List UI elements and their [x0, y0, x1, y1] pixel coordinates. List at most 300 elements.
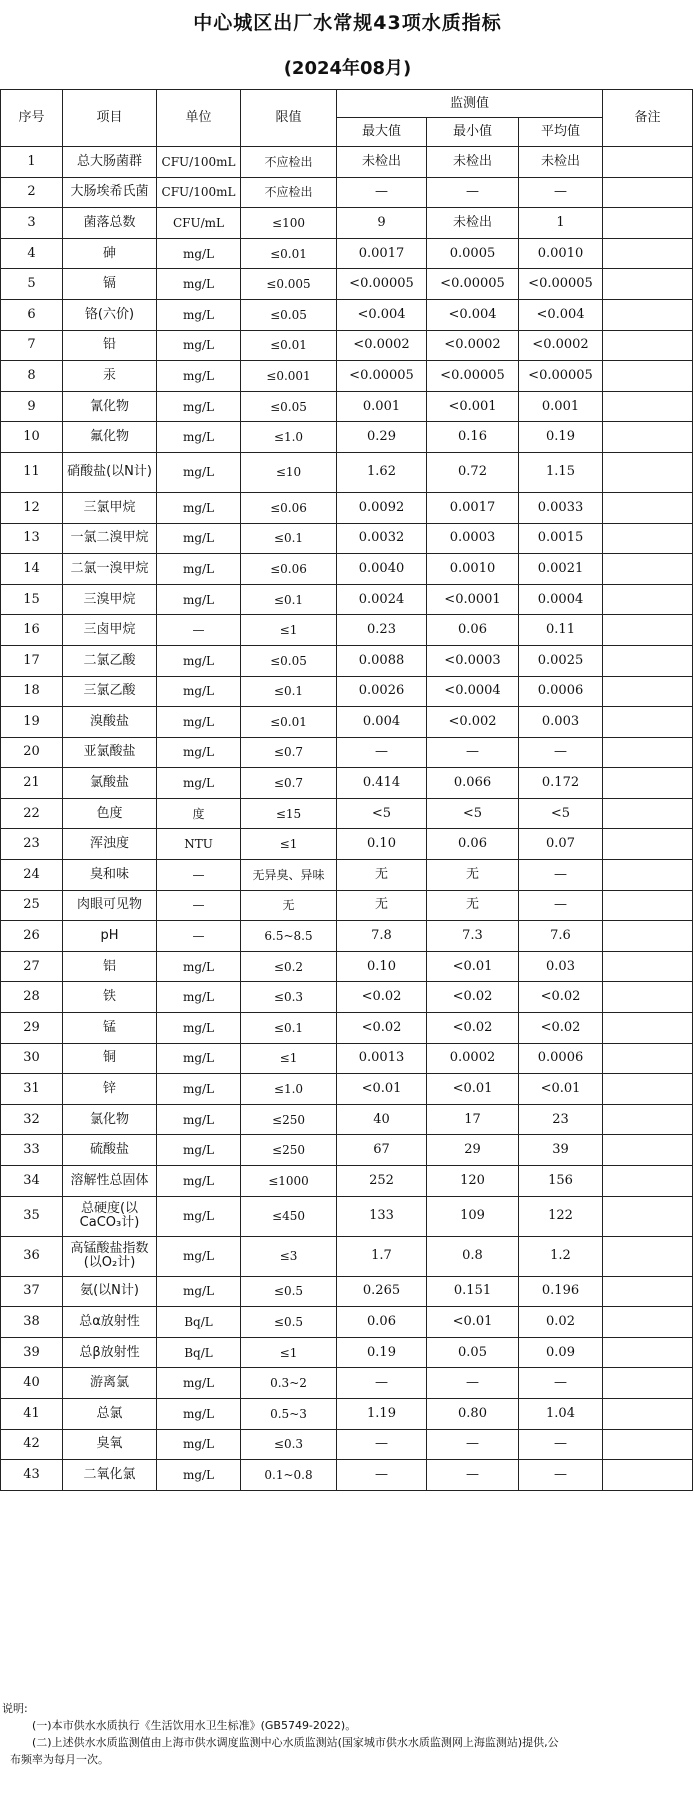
row-max: <0.02	[337, 1013, 427, 1044]
table-row	[1, 523, 693, 554]
row-unit: CFU/100mL	[157, 147, 241, 178]
row-unit: mg/L	[157, 238, 241, 269]
row-item: 二氧化氯	[63, 1460, 157, 1491]
row-item: 溴酸盐	[63, 707, 157, 738]
row-index: 5	[1, 269, 63, 300]
row-unit: mg/L	[157, 645, 241, 676]
row-index: 14	[1, 554, 63, 585]
row-index: 12	[1, 492, 63, 523]
row-remark	[603, 1276, 693, 1307]
row-limit: ≤1000	[241, 1166, 337, 1197]
row-limit: ≤0.06	[241, 492, 337, 523]
table-row	[1, 1196, 693, 1236]
row-unit: mg/L	[157, 1368, 241, 1399]
row-min: <0.00005	[427, 269, 519, 300]
row-index: 31	[1, 1074, 63, 1105]
row-remark	[603, 1013, 693, 1044]
row-unit: Bq/L	[157, 1337, 241, 1368]
header-min: 最小值	[427, 118, 519, 147]
row-max: 0.19	[337, 1337, 427, 1368]
row-index: 27	[1, 951, 63, 982]
row-limit: ≤1	[241, 829, 337, 860]
header-limit: 限值	[241, 90, 337, 147]
row-remark	[603, 921, 693, 952]
row-remark	[603, 768, 693, 799]
row-max: 1.62	[337, 452, 427, 492]
row-unit: Bq/L	[157, 1307, 241, 1338]
table-row	[1, 492, 693, 523]
row-item: 氨(以N计)	[63, 1276, 157, 1307]
row-remark	[603, 299, 693, 330]
table-row	[1, 676, 693, 707]
row-avg: 7.6	[519, 921, 603, 952]
row-min: 0.0003	[427, 523, 519, 554]
row-avg: —	[519, 860, 603, 891]
row-item: 总大肠菌群	[63, 147, 157, 178]
row-index: 37	[1, 1276, 63, 1307]
row-remark	[603, 645, 693, 676]
row-limit: 不应检出	[241, 147, 337, 178]
row-avg: <0.02	[519, 982, 603, 1013]
row-limit: ≤0.3	[241, 1429, 337, 1460]
table-row	[1, 768, 693, 799]
row-max: —	[337, 1368, 427, 1399]
row-max: 0.414	[337, 768, 427, 799]
row-min: <0.02	[427, 1013, 519, 1044]
row-limit: ≤10	[241, 452, 337, 492]
row-item: 溶解性总固体	[63, 1166, 157, 1197]
header-remark: 备注	[603, 90, 693, 147]
row-limit: 无异臭、异味	[241, 860, 337, 891]
row-remark	[603, 1337, 693, 1368]
row-max: <0.00005	[337, 361, 427, 392]
table-row	[1, 707, 693, 738]
table-row	[1, 269, 693, 300]
row-avg: 0.0010	[519, 238, 603, 269]
row-remark	[603, 523, 693, 554]
row-remark	[603, 177, 693, 208]
row-remark	[603, 1074, 693, 1105]
table-row	[1, 584, 693, 615]
row-index: 42	[1, 1429, 63, 1460]
row-min: 0.05	[427, 1337, 519, 1368]
row-max: —	[337, 737, 427, 768]
row-item: 氰化物	[63, 391, 157, 422]
table-row	[1, 330, 693, 361]
header-avg: 平均值	[519, 118, 603, 147]
row-item: 硫酸盐	[63, 1135, 157, 1166]
header-max: 最大值	[337, 118, 427, 147]
table-row	[1, 645, 693, 676]
row-min: —	[427, 1429, 519, 1460]
row-avg: 122	[519, 1196, 603, 1236]
table-row	[1, 1166, 693, 1197]
row-unit: mg/L	[157, 1460, 241, 1491]
row-unit: mg/L	[157, 269, 241, 300]
row-max: 0.10	[337, 951, 427, 982]
row-remark	[603, 798, 693, 829]
row-item: 高锰酸盐指数(以O₂计)	[63, 1236, 157, 1276]
header-unit: 单位	[157, 90, 241, 147]
row-remark	[603, 951, 693, 982]
row-remark	[603, 1368, 693, 1399]
row-max: 0.0026	[337, 676, 427, 707]
row-limit: ≤0.7	[241, 737, 337, 768]
row-min: 0.151	[427, 1276, 519, 1307]
row-limit: ≤250	[241, 1135, 337, 1166]
row-limit: ≤1.0	[241, 1074, 337, 1105]
row-avg: 0.172	[519, 768, 603, 799]
table-row	[1, 147, 693, 178]
row-remark	[603, 707, 693, 738]
row-limit: ≤0.005	[241, 269, 337, 300]
row-unit: mg/L	[157, 1196, 241, 1236]
row-index: 23	[1, 829, 63, 860]
row-remark	[603, 492, 693, 523]
row-remark	[603, 208, 693, 239]
row-item: 铬(六价)	[63, 299, 157, 330]
row-min: 0.066	[427, 768, 519, 799]
row-avg: 0.0025	[519, 645, 603, 676]
row-unit: mg/L	[157, 768, 241, 799]
row-unit: mg/L	[157, 1166, 241, 1197]
row-avg: 0.0006	[519, 1043, 603, 1074]
row-avg: 0.07	[519, 829, 603, 860]
row-unit: —	[157, 615, 241, 646]
row-limit: ≤450	[241, 1196, 337, 1236]
row-min: 29	[427, 1135, 519, 1166]
notes-line-3: 布频率为每月一次。	[10, 1753, 109, 1766]
row-max: 40	[337, 1104, 427, 1135]
row-limit: ≤0.05	[241, 391, 337, 422]
row-limit: ≤0.3	[241, 982, 337, 1013]
row-index: 15	[1, 584, 63, 615]
row-min: —	[427, 737, 519, 768]
row-min: <0.0004	[427, 676, 519, 707]
row-remark	[603, 1429, 693, 1460]
row-unit: mg/L	[157, 1013, 241, 1044]
row-avg: —	[519, 1429, 603, 1460]
row-min: 未检出	[427, 208, 519, 239]
row-item: 三氯甲烷	[63, 492, 157, 523]
row-max: 0.004	[337, 707, 427, 738]
row-index: 36	[1, 1236, 63, 1276]
row-item: 总β放射性	[63, 1337, 157, 1368]
row-index: 19	[1, 707, 63, 738]
row-index: 40	[1, 1368, 63, 1399]
table-row	[1, 1368, 693, 1399]
row-min: <0.0003	[427, 645, 519, 676]
row-avg: 0.0006	[519, 676, 603, 707]
table-row	[1, 554, 693, 585]
row-unit: mg/L	[157, 1236, 241, 1276]
row-unit: mg/L	[157, 1135, 241, 1166]
row-index: 8	[1, 361, 63, 392]
row-remark	[603, 269, 693, 300]
row-remark	[603, 452, 693, 492]
table-row	[1, 208, 693, 239]
row-max: 无	[337, 860, 427, 891]
row-avg: 0.19	[519, 422, 603, 453]
row-max: <0.02	[337, 982, 427, 1013]
row-limit: ≤1	[241, 1337, 337, 1368]
row-item: 总硬度(以CaCO₃计)	[63, 1196, 157, 1236]
row-unit: —	[157, 890, 241, 921]
row-max: 0.0040	[337, 554, 427, 585]
table-row	[1, 422, 693, 453]
row-remark	[603, 422, 693, 453]
row-limit: 无	[241, 890, 337, 921]
row-limit: ≤0.01	[241, 330, 337, 361]
row-unit: mg/L	[157, 1074, 241, 1105]
row-max: 0.265	[337, 1276, 427, 1307]
table-row	[1, 829, 693, 860]
row-avg: 1.15	[519, 452, 603, 492]
row-limit: ≤0.1	[241, 1013, 337, 1044]
row-item: 菌落总数	[63, 208, 157, 239]
row-limit: 6.5~8.5	[241, 921, 337, 952]
row-avg: 39	[519, 1135, 603, 1166]
page-title: 中心城区出厂水常规43项水质指标	[193, 12, 502, 34]
row-item: 氟化物	[63, 422, 157, 453]
row-max: 67	[337, 1135, 427, 1166]
row-min: 0.72	[427, 452, 519, 492]
row-index: 41	[1, 1398, 63, 1429]
row-limit: 0.5~3	[241, 1398, 337, 1429]
row-limit: ≤0.1	[241, 584, 337, 615]
row-limit: ≤0.1	[241, 523, 337, 554]
row-max: 0.10	[337, 829, 427, 860]
table-row	[1, 982, 693, 1013]
row-item: pH	[63, 921, 157, 952]
row-min: 0.0010	[427, 554, 519, 585]
table-row	[1, 1135, 693, 1166]
row-min: <0.01	[427, 951, 519, 982]
row-index: 10	[1, 422, 63, 453]
row-unit: mg/L	[157, 707, 241, 738]
row-unit: CFU/100mL	[157, 177, 241, 208]
row-item: 色度	[63, 798, 157, 829]
row-item: 三氯乙酸	[63, 676, 157, 707]
row-index: 39	[1, 1337, 63, 1368]
table-row	[1, 1460, 693, 1491]
row-limit: ≤1	[241, 615, 337, 646]
row-index: 24	[1, 860, 63, 891]
row-unit: mg/L	[157, 1104, 241, 1135]
row-limit: ≤100	[241, 208, 337, 239]
row-index: 11	[1, 452, 63, 492]
row-max: 0.0032	[337, 523, 427, 554]
row-max: <0.01	[337, 1074, 427, 1105]
row-limit: 0.1~0.8	[241, 1460, 337, 1491]
row-remark	[603, 982, 693, 1013]
table-row	[1, 890, 693, 921]
row-max: 0.06	[337, 1307, 427, 1338]
row-unit: mg/L	[157, 676, 241, 707]
row-avg: <0.00005	[519, 269, 603, 300]
row-limit: ≤0.05	[241, 299, 337, 330]
row-unit: mg/L	[157, 1398, 241, 1429]
row-min: 未检出	[427, 147, 519, 178]
row-unit: mg/L	[157, 1043, 241, 1074]
table-row	[1, 1013, 693, 1044]
row-index: 17	[1, 645, 63, 676]
row-avg: 0.196	[519, 1276, 603, 1307]
row-avg: 0.02	[519, 1307, 603, 1338]
row-limit: ≤0.7	[241, 768, 337, 799]
row-index: 9	[1, 391, 63, 422]
row-index: 4	[1, 238, 63, 269]
table-row	[1, 798, 693, 829]
row-min: 0.06	[427, 615, 519, 646]
row-avg: —	[519, 1368, 603, 1399]
row-index: 29	[1, 1013, 63, 1044]
row-avg: <0.00005	[519, 361, 603, 392]
row-avg: 0.0021	[519, 554, 603, 585]
row-item: 二氯一溴甲烷	[63, 554, 157, 585]
row-max: —	[337, 1429, 427, 1460]
row-index: 7	[1, 330, 63, 361]
row-index: 2	[1, 177, 63, 208]
row-avg: 23	[519, 1104, 603, 1135]
row-index: 6	[1, 299, 63, 330]
row-min: <0.00005	[427, 361, 519, 392]
table-row	[1, 1398, 693, 1429]
row-item: 二氯乙酸	[63, 645, 157, 676]
row-min: <0.002	[427, 707, 519, 738]
row-index: 25	[1, 890, 63, 921]
row-max: 133	[337, 1196, 427, 1236]
row-index: 38	[1, 1307, 63, 1338]
row-limit: ≤0.5	[241, 1307, 337, 1338]
row-max: 0.0017	[337, 238, 427, 269]
row-limit: 不应检出	[241, 177, 337, 208]
row-index: 33	[1, 1135, 63, 1166]
row-min: 0.0017	[427, 492, 519, 523]
row-item: 总α放射性	[63, 1307, 157, 1338]
row-avg: 0.0004	[519, 584, 603, 615]
table-row	[1, 1236, 693, 1276]
row-min: 0.06	[427, 829, 519, 860]
notes	[2, 1700, 692, 1768]
row-max: 0.23	[337, 615, 427, 646]
row-unit: mg/L	[157, 523, 241, 554]
row-index: 28	[1, 982, 63, 1013]
row-remark	[603, 860, 693, 891]
row-index: 18	[1, 676, 63, 707]
row-remark	[603, 330, 693, 361]
row-min: 无	[427, 860, 519, 891]
row-min: 120	[427, 1166, 519, 1197]
row-remark	[603, 584, 693, 615]
row-remark	[603, 676, 693, 707]
row-min: <0.001	[427, 391, 519, 422]
row-unit: mg/L	[157, 452, 241, 492]
table-row	[1, 1337, 693, 1368]
row-unit: mg/L	[157, 554, 241, 585]
table-row	[1, 361, 693, 392]
row-max: 0.29	[337, 422, 427, 453]
row-min: 7.3	[427, 921, 519, 952]
row-unit: mg/L	[157, 492, 241, 523]
row-max: —	[337, 1460, 427, 1491]
row-min: —	[427, 177, 519, 208]
row-remark	[603, 1307, 693, 1338]
row-index: 3	[1, 208, 63, 239]
row-unit: mg/L	[157, 299, 241, 330]
row-remark	[603, 1236, 693, 1276]
row-limit: ≤1	[241, 1043, 337, 1074]
row-min: 无	[427, 890, 519, 921]
table-row	[1, 1276, 693, 1307]
row-index: 16	[1, 615, 63, 646]
row-avg: 未检出	[519, 147, 603, 178]
row-avg: 0.0033	[519, 492, 603, 523]
row-remark	[603, 238, 693, 269]
row-limit: ≤0.1	[241, 676, 337, 707]
table-row	[1, 1074, 693, 1105]
row-max: 0.0013	[337, 1043, 427, 1074]
row-max: 1.7	[337, 1236, 427, 1276]
row-item: 锰	[63, 1013, 157, 1044]
table-row	[1, 299, 693, 330]
page-subtitle: (2024年08月)	[283, 58, 412, 79]
row-max: 1.19	[337, 1398, 427, 1429]
row-remark	[603, 554, 693, 585]
table-row	[1, 1429, 693, 1460]
notes-line-2: (二)上述供水水质监测值由上海市供水调度监测中心水质监测站(国家城市供水水质监测网上海监测站)提供,公	[32, 1736, 559, 1749]
row-min: <0.0002	[427, 330, 519, 361]
row-remark	[603, 1166, 693, 1197]
row-item: 三溴甲烷	[63, 584, 157, 615]
row-max: <5	[337, 798, 427, 829]
row-unit: mg/L	[157, 330, 241, 361]
row-avg: 1.2	[519, 1236, 603, 1276]
row-item: 亚氯酸盐	[63, 737, 157, 768]
row-item: 铁	[63, 982, 157, 1013]
row-max: 无	[337, 890, 427, 921]
row-max: <0.0002	[337, 330, 427, 361]
row-avg: —	[519, 890, 603, 921]
row-item: 总氯	[63, 1398, 157, 1429]
row-limit: ≤3	[241, 1236, 337, 1276]
row-unit: —	[157, 921, 241, 952]
row-max: <0.004	[337, 299, 427, 330]
row-item: 氯酸盐	[63, 768, 157, 799]
row-avg: <0.004	[519, 299, 603, 330]
row-avg: 0.11	[519, 615, 603, 646]
row-min: 109	[427, 1196, 519, 1236]
row-limit: 0.3~2	[241, 1368, 337, 1399]
row-avg: 0.001	[519, 391, 603, 422]
row-item: 三卤甲烷	[63, 615, 157, 646]
row-avg: <0.01	[519, 1074, 603, 1105]
row-unit: 度	[157, 798, 241, 829]
row-remark	[603, 737, 693, 768]
row-item: 一氯二溴甲烷	[63, 523, 157, 554]
row-remark	[603, 1043, 693, 1074]
row-unit: mg/L	[157, 391, 241, 422]
row-item: 铜	[63, 1043, 157, 1074]
row-item: 臭氧	[63, 1429, 157, 1460]
header-measured: 监测值	[337, 90, 603, 118]
row-min: —	[427, 1368, 519, 1399]
header-index: 序号	[1, 90, 63, 147]
row-remark	[603, 1135, 693, 1166]
row-limit: ≤0.06	[241, 554, 337, 585]
row-item: 铝	[63, 951, 157, 982]
row-index: 13	[1, 523, 63, 554]
